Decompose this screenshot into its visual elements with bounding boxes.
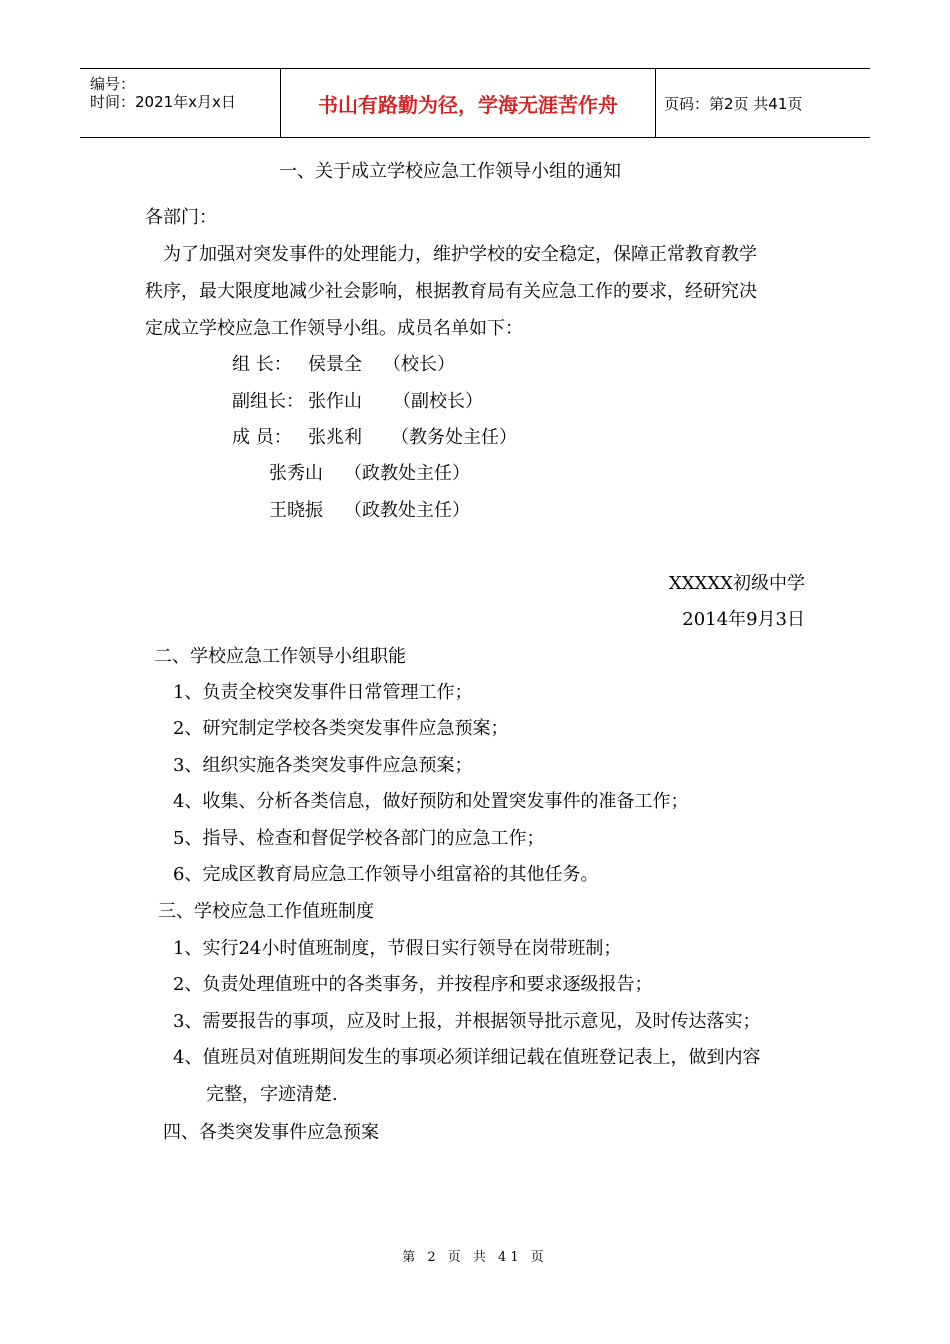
paragraph-line: 为了加强对突发事件的处理能力，维护学校的安全稳定，保障正常教育教学 [163,244,757,265]
document-time-label: 时间：2021年x月x日 [90,93,236,111]
list-item: 1、实行24小时值班制度，节假日实行领导在岗带班制； [173,938,622,959]
member-name: 侯景全 [308,354,362,375]
member-label: 组 长： [232,354,292,375]
signature-date: 2014年9月3日 [682,609,805,630]
section-title: 二、学校应急工作领导小组职能 [154,646,406,667]
member-name: 王晓振 [269,500,323,521]
list-item: 4、值班员对值班期间发生的事项必须详细记载在值班登记表上，做到内容 [173,1047,761,1068]
section-title: 三、学校应急工作值班制度 [158,901,374,922]
member-name: 张作山 [308,391,362,412]
member-role: （政教处主任） [344,500,470,521]
list-item: 4、收集、分析各类信息，做好预防和处置突发事件的准备工作； [173,791,689,812]
paragraph-line: 秩序，最大限度地减少社会影响，根据教育局有关应急工作的要求，经研究决 [145,281,757,302]
section-title: 四、各类突发事件应急预案 [163,1122,379,1143]
header-motto: 书山有路勤为径，学海无涯苦作舟 [280,69,656,137]
list-item: 2、负责处理值班中的各类事务，并按程序和要求逐级报告； [173,974,653,995]
salutation: 各部门： [145,207,217,228]
header-page-info: 页码：第2页 共41页 [664,94,803,113]
member-role: （校长） [383,354,455,375]
page-header [80,68,870,138]
member-role: （教务处主任） [391,427,517,448]
list-item: 3、组织实施各类突发事件应急预案； [173,755,473,776]
member-label: 成 员： [232,427,292,448]
footer-page-number: 第 2 页 共 41 页 [402,1250,548,1265]
member-role: （副校长） [393,391,483,412]
member-label: 副组长： [232,391,304,412]
header-meta [80,69,280,137]
list-item: 1、负责全校突发事件日常管理工作； [173,682,473,703]
list-item: 6、完成区教育局应急工作领导小组富裕的其他任务。 [173,864,599,885]
page-footer [0,1246,950,1265]
list-item: 2、研究制定学校各类突发事件应急预案； [173,718,509,739]
member-name: 张秀山 [269,463,323,484]
signature: XXXXX初级中学 [668,573,805,594]
list-item: 5、指导、检查和督促学校各部门的应急工作； [173,828,545,849]
notice-title: 一、关于成立学校应急工作领导小组的通知 [279,161,621,182]
list-item-continuation: 完整，字迹清楚. [206,1084,338,1105]
member-role: （政教处主任） [344,463,470,484]
paragraph-line: 定成立学校应急工作领导小组。成员名单如下： [145,318,523,339]
member-name: 张兆利 [308,427,362,448]
list-item: 3、需要报告的事项，应及时上报，并根据领导批示意见，及时传达落实； [173,1011,761,1032]
document-number-label: 编号： [90,75,136,93]
